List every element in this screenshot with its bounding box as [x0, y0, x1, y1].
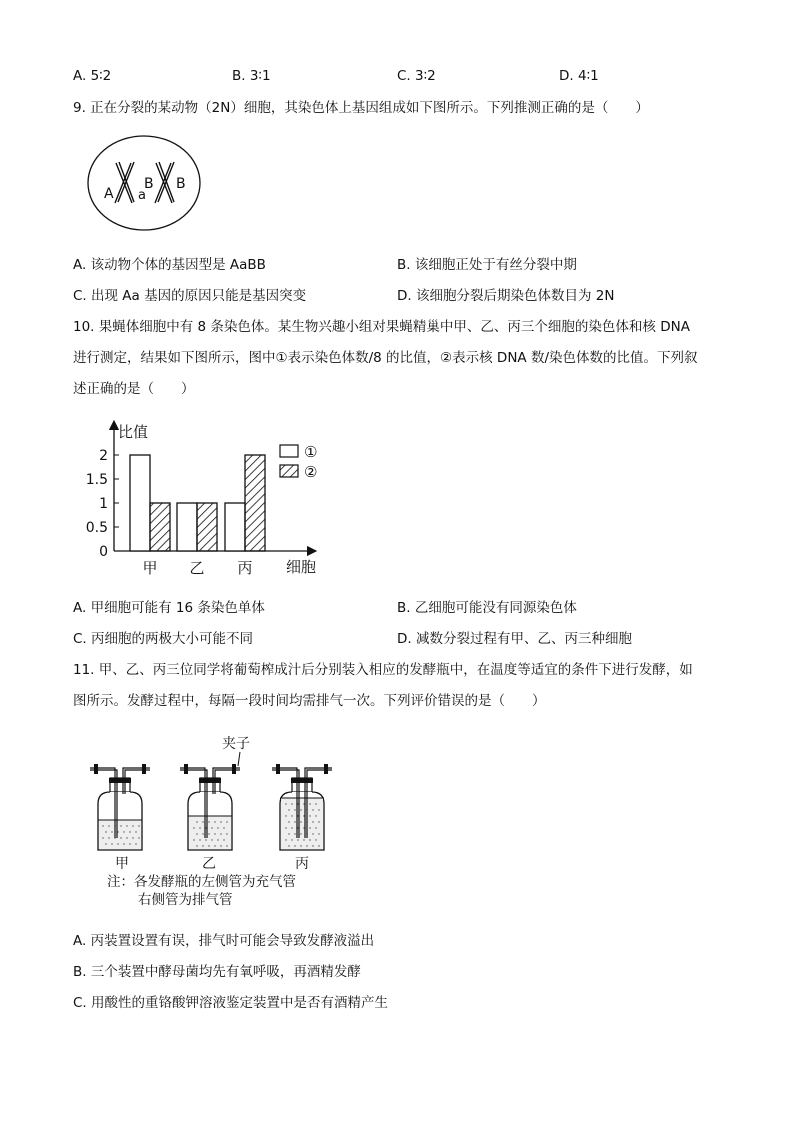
- liquid-dot: [318, 809, 319, 810]
- q10-bar-chart: [80, 415, 340, 585]
- liquid-dot: [291, 803, 292, 804]
- liquid-dot: [285, 827, 286, 828]
- liquid-dot: [211, 839, 212, 840]
- liquid-dot: [312, 809, 313, 810]
- note-line2: 右侧管为排气管: [138, 892, 233, 908]
- liquid-dot: [306, 845, 307, 846]
- liquid-dot: [120, 825, 121, 826]
- liquid-dot: [309, 803, 310, 804]
- legend-label-2: ②: [304, 463, 318, 481]
- clamp-label: 夹子: [222, 736, 250, 752]
- fermentation-liquid: [189, 816, 231, 849]
- chart-category-label: 甲: [142, 559, 158, 577]
- legend-label-1: ①: [304, 443, 318, 461]
- liquid-dot: [202, 821, 203, 822]
- liquid-dot: [318, 821, 319, 822]
- liquid-dot: [285, 839, 286, 840]
- liquid-dot: [220, 833, 221, 834]
- liquid-dot: [108, 825, 109, 826]
- liquid-dot: [111, 831, 112, 832]
- liquid-dot: [300, 821, 301, 822]
- liquid-dot: [288, 845, 289, 846]
- clamp-icon: [142, 764, 146, 774]
- liquid-dot: [294, 809, 295, 810]
- liquid-dot: [315, 815, 316, 816]
- chart-bar-1: [177, 503, 197, 551]
- liquid-dot: [309, 815, 310, 816]
- liquid-dot: [294, 833, 295, 834]
- liquid-dot: [318, 833, 319, 834]
- q10-stem-line3: 述正确的是（ ）: [73, 381, 195, 397]
- chart-ylabel: 比值: [118, 423, 149, 441]
- liquid-dot: [214, 833, 215, 834]
- liquid-dot: [214, 821, 215, 822]
- liquid-dot: [226, 833, 227, 834]
- liquid-dot: [102, 837, 103, 838]
- liquid-dot: [199, 839, 200, 840]
- liquid-dot: [102, 825, 103, 826]
- chart-y-tick-label: 1.5: [85, 472, 108, 488]
- gene-label-a: a: [138, 188, 146, 203]
- liquid-dot: [120, 837, 121, 838]
- liquid-dot: [132, 825, 133, 826]
- liquid-dot: [135, 843, 136, 844]
- liquid-dot: [123, 831, 124, 832]
- q8-option-d: D. 4∶1: [559, 68, 599, 84]
- q11-stem-line1: 11. 甲、乙、丙三位同学将葡萄榨成汁后分别装入相应的发酵瓶中，在温度等适宜的条件下进行发酵，如: [73, 662, 693, 678]
- liquid-dot: [300, 809, 301, 810]
- q11-fermentation-figure: [80, 728, 360, 918]
- chart-category-label: 乙: [189, 559, 205, 577]
- liquid-dot: [202, 845, 203, 846]
- chart-bar-2: [245, 455, 265, 551]
- liquid-dot: [138, 825, 139, 826]
- liquid-dot: [220, 845, 221, 846]
- q10-option-b: B. 乙细胞可能没有同源染色体: [397, 600, 577, 616]
- fermentation-liquid: [99, 820, 141, 849]
- liquid-dot: [291, 839, 292, 840]
- liquid-dot: [294, 845, 295, 846]
- liquid-dot: [291, 815, 292, 816]
- q11-option-b: B. 三个装置中酵母菌均先有氧呼吸，再酒精发酵: [73, 964, 361, 980]
- liquid-dot: [288, 821, 289, 822]
- bottle-label-jia: 甲: [115, 856, 129, 872]
- gene-label-B-right: B: [176, 176, 186, 192]
- liquid-dot: [303, 839, 304, 840]
- chart-bar-1: [225, 503, 245, 551]
- liquid-dot: [300, 833, 301, 834]
- q9-option-d: D. 该细胞分裂后期染色体数目为 2N: [397, 288, 615, 304]
- liquid-dot: [193, 839, 194, 840]
- clamp-icon: [184, 764, 188, 774]
- clamp-icon: [276, 764, 280, 774]
- liquid-dot: [288, 833, 289, 834]
- liquid-dot: [111, 843, 112, 844]
- gene-label-B-left: B: [144, 176, 154, 192]
- q10-stem-line1: 10. 果蝇体细胞中有 8 条染色体。某生物兴趣小组对果蝇精巢中甲、乙、丙三个细胞的染色体和核 DNA: [73, 319, 690, 335]
- liquid-dot: [199, 827, 200, 828]
- liquid-dot: [220, 821, 221, 822]
- liquid-dot: [312, 845, 313, 846]
- bottle-cap: [291, 778, 313, 783]
- liquid-dot: [214, 845, 215, 846]
- clamp-icon: [324, 764, 328, 774]
- q11-option-a: A. 丙装置设置有误，排气时可能会导致发酵液溢出: [73, 933, 375, 949]
- liquid-dot: [135, 831, 136, 832]
- liquid-dot: [211, 827, 212, 828]
- note-line1: 注：各发酵瓶的左侧管为充气管: [107, 874, 296, 890]
- liquid-dot: [285, 815, 286, 816]
- liquid-dot: [297, 839, 298, 840]
- q8-option-b: B. 3∶1: [232, 68, 271, 84]
- liquid-dot: [129, 831, 130, 832]
- q9-cell-figure: [86, 130, 216, 240]
- liquid-dot: [291, 827, 292, 828]
- q8-option-c: C. 3∶2: [397, 68, 436, 84]
- liquid-dot: [223, 827, 224, 828]
- liquid-dot: [226, 821, 227, 822]
- liquid-dot: [126, 825, 127, 826]
- chart-bar-2: [197, 503, 217, 551]
- liquid-dot: [217, 839, 218, 840]
- chart-y-tick-label: 0.5: [85, 520, 108, 536]
- clamp-icon: [232, 764, 236, 774]
- bottle-cap: [199, 778, 221, 783]
- chart-bar-1: [130, 455, 150, 551]
- q10-option-c: C. 丙细胞的两极大小可能不同: [73, 631, 254, 647]
- liquid-dot: [196, 833, 197, 834]
- liquid-dot: [309, 839, 310, 840]
- q10-option-d: D. 减数分裂过程有甲、乙、丙三种细胞: [397, 631, 632, 647]
- liquid-dot: [202, 833, 203, 834]
- liquid-dot: [315, 803, 316, 804]
- chart-category-label: 丙: [237, 559, 253, 577]
- liquid-dot: [123, 843, 124, 844]
- q10-stem-line2: 进行测定，结果如下图所示，图中①表示染色体数/8 的比值，②表示核 DNA 数/染色体数的比值。下列叙: [73, 350, 698, 366]
- liquid-dot: [196, 845, 197, 846]
- liquid-dot: [193, 827, 194, 828]
- liquid-dot: [315, 827, 316, 828]
- q10-option-a: A. 甲细胞可能有 16 条染色单体: [73, 600, 265, 616]
- legend-swatch-1: [280, 445, 298, 457]
- liquid-dot: [288, 809, 289, 810]
- legend-swatch-2: [280, 465, 298, 477]
- bottle-label-yi: 乙: [202, 856, 216, 872]
- liquid-dot: [300, 845, 301, 846]
- liquid-dot: [105, 831, 106, 832]
- chart-xlabel: 细胞: [286, 558, 317, 576]
- q9-option-b: B. 该细胞正处于有丝分裂中期: [397, 257, 577, 273]
- bottle-cap: [109, 778, 131, 783]
- clamp-icon: [94, 764, 98, 774]
- liquid-dot: [315, 839, 316, 840]
- liquid-dot: [226, 845, 227, 846]
- liquid-dot: [205, 839, 206, 840]
- liquid-dot: [312, 821, 313, 822]
- q11-stem-line2: 图所示。发酵过程中，每隔一段时间均需排气一次。下列评价错误的是（ ）: [73, 693, 546, 709]
- liquid-dot: [117, 843, 118, 844]
- q9-stem: 9. 正在分裂的某动物（2N）细胞，其染色体上基因组成如下图所示。下列推测正确的是（ ）: [73, 100, 649, 116]
- liquid-dot: [196, 821, 197, 822]
- chart-y-tick-label: 1: [99, 496, 108, 512]
- liquid-dot: [294, 821, 295, 822]
- chart-bar-2: [150, 503, 170, 551]
- bottle-label-bing: 丙: [295, 856, 309, 872]
- gene-label-A: A: [104, 186, 114, 202]
- liquid-dot: [129, 843, 130, 844]
- liquid-dot: [108, 837, 109, 838]
- liquid-dot: [132, 837, 133, 838]
- q9-option-a: A. 该动物个体的基因型是 AaBB: [73, 257, 266, 273]
- liquid-dot: [285, 803, 286, 804]
- liquid-dot: [223, 839, 224, 840]
- liquid-dot: [309, 827, 310, 828]
- liquid-dot: [208, 845, 209, 846]
- liquid-dot: [217, 827, 218, 828]
- liquid-dot: [208, 821, 209, 822]
- liquid-dot: [138, 837, 139, 838]
- chart-y-tick-label: 0: [99, 544, 108, 560]
- liquid-dot: [208, 833, 209, 834]
- liquid-dot: [312, 833, 313, 834]
- q8-option-a: A. 5∶2: [73, 68, 112, 84]
- fermentation-liquid: [281, 798, 323, 849]
- chart-y-tick-label: 2: [99, 448, 108, 464]
- liquid-dot: [126, 837, 127, 838]
- q9-option-c: C. 出现 Aa 基因的原因只能是基因突变: [73, 288, 307, 304]
- liquid-dot: [318, 845, 319, 846]
- liquid-dot: [105, 843, 106, 844]
- q11-option-c: C. 用酸性的重铬酸钾溶液鉴定装置中是否有酒精产生: [73, 995, 389, 1011]
